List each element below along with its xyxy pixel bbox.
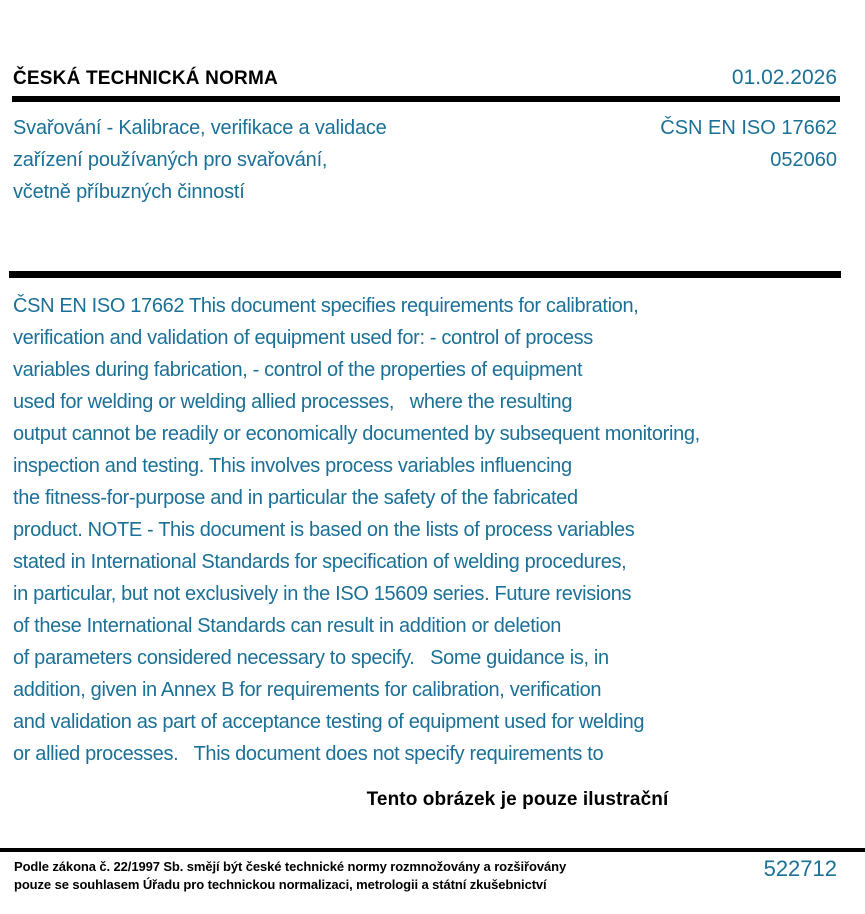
abstract-line: of parameters considered necessary to specify. Some guidance is, in	[13, 647, 609, 669]
abstract-line: output cannot be readily or economically documented by subsequent monitoring,	[13, 423, 700, 445]
abstract-line: and validation as part of acceptance testing of equipment used for welding	[13, 711, 645, 733]
order-number: 522712	[763, 856, 837, 881]
standard-class-code: 052060	[770, 149, 837, 171]
header-divider	[12, 96, 840, 102]
legal-notice	[14, 858, 566, 894]
abstract-line: stated in International Standards for specification of welding procedures,	[13, 551, 627, 573]
standard-title-line: Svařování - Kalibrace, verifikace a validace	[13, 117, 387, 139]
title-section	[13, 112, 837, 208]
abstract-line: ČSN EN ISO 17662 This document specifies requirements for calibration,	[13, 295, 639, 317]
standard-title-line: zařízení používaných pro svařování,	[13, 149, 328, 171]
standard-title-line: včetně příbuzných činností	[13, 181, 245, 203]
page-footer	[14, 858, 837, 894]
effective-date: 01.02.2026	[731, 66, 837, 89]
standard-title	[13, 112, 387, 208]
abstract-line: variables during fabrication, - control of the properties of equipment	[13, 359, 583, 381]
page-title: ČESKÁ TECHNICKÁ NORMA	[13, 68, 278, 89]
abstract-line: verification and validation of equipment used for: - control of process	[13, 327, 593, 349]
abstract-line: used for welding or welding allied processes, where the resulting	[13, 391, 573, 413]
abstract-line: of these International Standards can result in addition or deletion	[13, 615, 562, 637]
abstract-text	[13, 290, 847, 770]
abstract-line: addition, given in Annex B for requirements for calibration, verification	[13, 679, 602, 701]
page-header	[13, 66, 837, 90]
footer-divider	[0, 848, 865, 852]
illustration-disclaimer: Tento obrázek je pouze ilustrační	[366, 789, 669, 810]
abstract-line: in particular, but not exclusively in the ISO 15609 series. Future revisions	[13, 583, 632, 605]
abstract-line: product. NOTE - This document is based on the lists of process variables	[13, 519, 635, 541]
standard-reference	[660, 112, 837, 176]
abstract-divider	[9, 271, 841, 278]
legal-notice-line: pouze se souhlasem Úřadu pro technickou normalizaci, metrologii a státní zkušebnictví	[14, 877, 547, 892]
abstract-line: the fitness-for-purpose and in particular the safety of the fabricated	[13, 487, 578, 509]
standard-designation: ČSN EN ISO 17662	[660, 117, 837, 139]
legal-notice-line: Podle zákona č. 22/1997 Sb. smějí být české technické normy rozmnožovány a rozšiřovány	[14, 859, 567, 874]
abstract-line: or allied processes. This document does not specify requirements to	[13, 743, 604, 765]
abstract-line: inspection and testing. This involves process variables influencing	[13, 455, 572, 477]
